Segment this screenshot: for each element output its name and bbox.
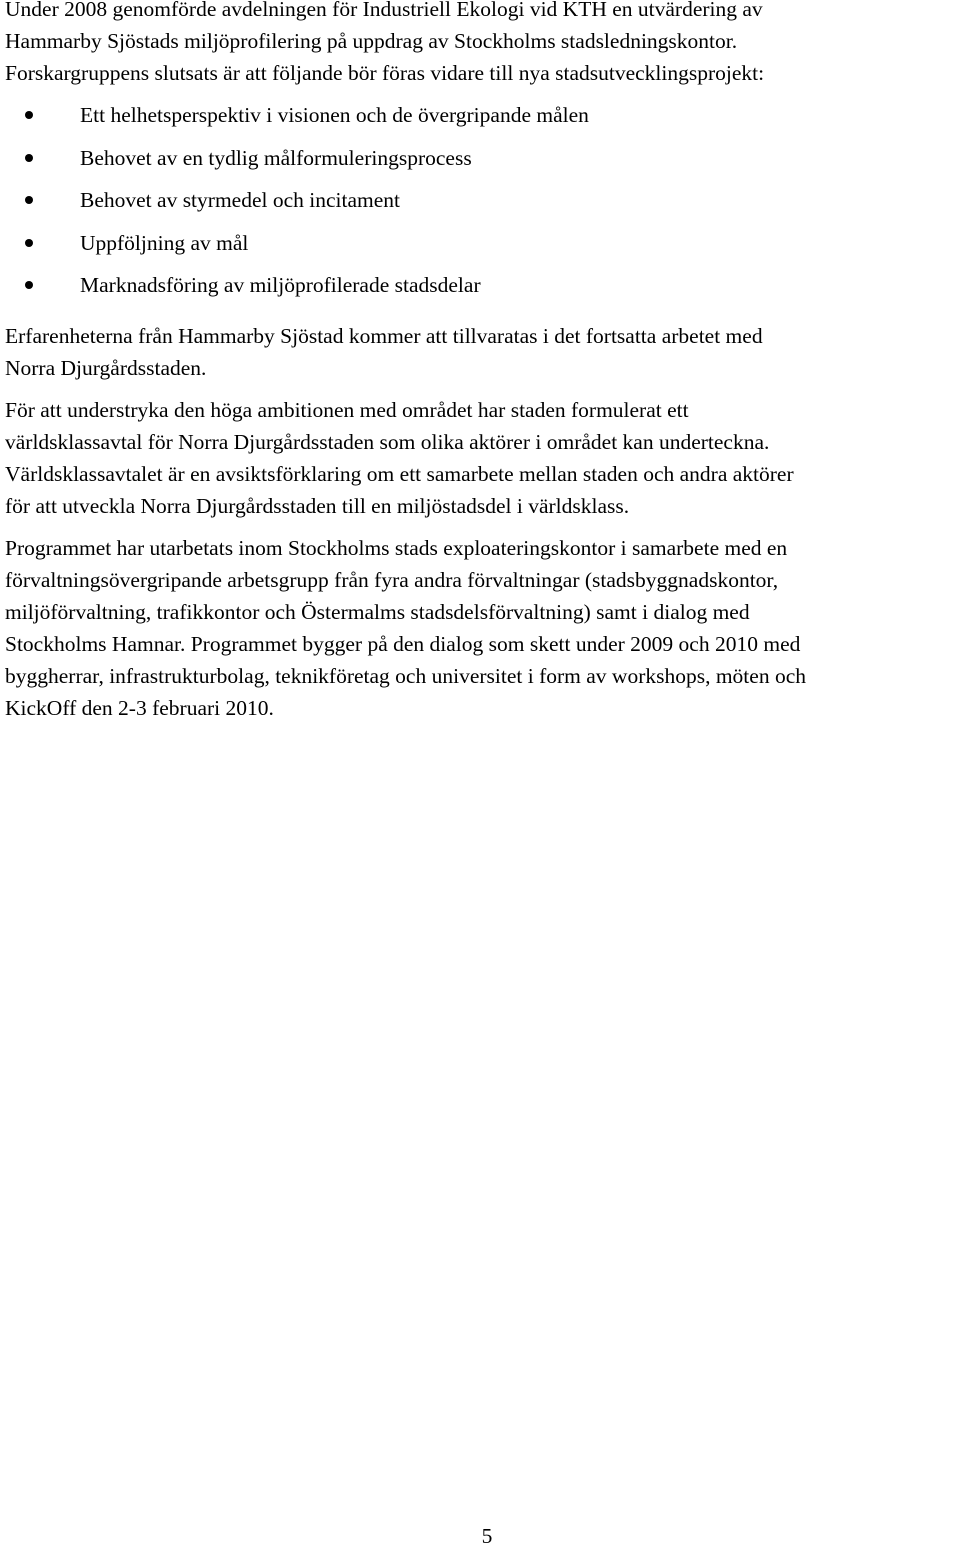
recommendation-list <box>5 99 957 312</box>
list-item-text: Uppföljning av mål <box>80 230 249 255</box>
list-item <box>5 227 957 270</box>
list-item-text: Behovet av en tydlig målformuleringsprocess <box>80 145 472 170</box>
worldclass-paragraph: För att understryka den höga ambitionen med området har staden formulerat ett världsklassavtal för Norra Djurgårdsstaden som olika aktörer i området kan underteckna. Världsklassavtalet är en avsiktsförklaring om ett samarbete mellan staden och andra aktörer för att utveckla Norra Djurgårdsstaden till en miljöstadsdel i världsklass. <box>5 397 794 518</box>
program-paragraph: Programmet har utarbetats inom Stockholms stads exploateringskontor i samarbete med en förvaltningsövergripande arbetsgrupp från fyra andra förvaltningar (stadsbyggnadskontor, miljöförvaltning, trafikkontor och Östermalms stadsdelsförvaltning) samt i dialog med Stockholms Hamnar. Programmet bygger på den dialog som skett under 2009 och 2010 med byggherrar, infrastrukturbolag, teknikföretag och universitet i form av workshops, möten och KickOff den 2-3 februari 2010. <box>5 535 806 720</box>
intro-paragraph: Under 2008 genomförde avdelningen för Industriell Ekologi vid KTH en utvärdering av Hammarby Sjöstads miljöprofilering på uppdrag av Stockholms stadsledningskontor. Forskargruppens slutsats är att följande bör föras vidare till nya stadsutvecklingsprojekt: <box>5 0 765 85</box>
list-item-text: Ett helhetsperspektiv i visionen och de övergripande målen <box>80 103 589 127</box>
list-item <box>5 184 957 227</box>
bullet-icon <box>25 154 33 162</box>
bullet-icon <box>25 239 33 247</box>
experience-paragraph: Erfarenheterna från Hammarby Sjöstad kommer att tillvaratas i det fortsatta arbetet med Norra Djurgårdsstaden. <box>5 323 763 380</box>
list-item <box>5 269 957 312</box>
list-item-text: Behovet av styrmedel och incitament <box>80 188 401 212</box>
document-page <box>5 0 957 724</box>
bullet-icon <box>25 111 33 119</box>
list-item <box>5 99 957 142</box>
bullet-icon <box>25 196 33 204</box>
page-number: 5 <box>481 1524 493 1548</box>
list-item-text: Marknadsföring av miljöprofilerade stadsdelar <box>80 273 481 297</box>
list-item <box>5 142 957 185</box>
bullet-icon <box>25 281 33 289</box>
